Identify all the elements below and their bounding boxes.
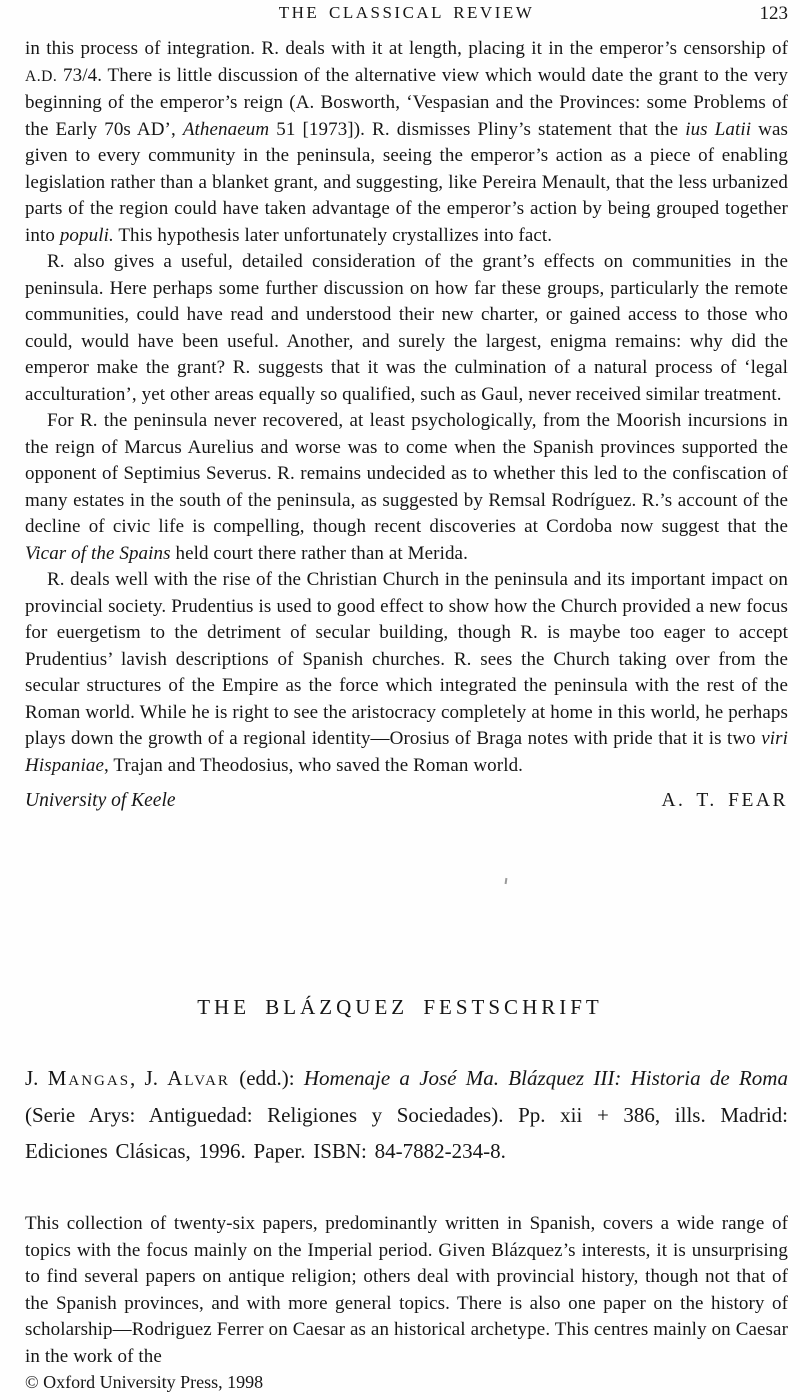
italic-text-run: Homenaje a José Ma. Blázquez III: Historia de Roma [303,1066,788,1090]
scan-artifact [505,878,507,884]
smallcaps-text-run: Mangas [47,1066,131,1090]
text-run: R. deals well with the rise of the Christian Church in the peninsula and its important impact on provincial society. Prudentius is used to good effect to show how the Church provided a new focus for euergetism to the detriment of secular building, though R. is maybe too eager to accept Prudentius’ lavish descriptions of Spanish churches. R. sees the Church taking over from the secular structures of the Empire as the force which integrated the peninsula with the rest of the Roman world. While he is right to see the aristocracy completely at home in this world, he perhaps plays down the growth of a regional identity—Orosius of Braga notes with pride that it is two [25,569,788,749]
smallcaps-text-run: A.D. [25,67,58,85]
text-run: J. [25,1066,48,1090]
italic-text-run: populi. [59,224,114,246]
text-run: held court there rather than at Merida. [170,542,468,564]
journal-title: THE CLASSICAL REVIEW [278,3,535,22]
page-number: 123 [759,3,788,24]
copyright-notice: © Oxford University Press, 1998 [25,1372,264,1392]
text-run: For R. the peninsula never recovered, at least psychologically, from the Moorish incursions in the reign of Marcus Aurelius and worse was to come when the Spanish provinces supported the opponent of Septimius Severus. R. remains undecided as to whether this led to the confiscation of many estates in the south of the peninsula, as suggested by Remsal Rodríguez. R.’s account of the decline of civic life is compelling, though recent discoveries at Cordoba now suggest that the [25,410,788,537]
signature-row [25,790,788,812]
text-run: , J. [130,1066,168,1090]
italic-text-run: Athenaeum [182,118,270,140]
review-paragraph [25,249,788,408]
review-paragraph [25,567,788,779]
text-run: was given to every community in the peninsula, seeing the emperor’s action as a piece of enabling legislation rather than a blanket grant, and suggesting, like Pereira Menault, that the less urbanized parts of the region could have taken advantage of the emperor’s action by being grouped together into [25,118,789,246]
smallcaps-text-run: Alvar [167,1066,230,1090]
review-paragraph [25,408,788,567]
text-run: This hypothesis later unfortunately crystallizes into fact. [113,224,553,246]
text-run: in this process of integration. R. deals with it at length, placing it in the emperor’s censorship of [25,38,788,59]
text-run: This collection of twenty-six papers, predominantly written in Spanish, covers a wide range of topics with the focus mainly on the Imperial period. Given Blázquez’s interests, it is unsurprising to find several papers on antique religion; others deal with provincial history, though not that of the Spanish provinces, and with more general topics. There is also one paper on the history of scholarship—Rodriguez Ferrer on Caesar as an historical archetype. This centres mainly on Caesar in the work of the [25,1213,788,1367]
italic-text-run: viri Hispaniae [25,728,788,776]
reviewer-name: A. T. FEAR [661,790,788,811]
review-fear-body [25,36,788,812]
review-paragraph [25,1211,788,1370]
text-run: R. also gives a useful, detailed consideration of the grant’s effects on communities in the peninsula. Here perhaps some further discussion on how far these groups, particularly the remote communities, could have read and understood their new charter, or gained access to those who could, would have been useful. Another, and surely the largest, enigma remains: why did the emperor make the grant? R. suggests that it was the culmination of a natural process of ‘legal acculturation’, yet other areas equally so qualified, such as Gaul, never received similar treatment. [25,251,788,405]
section-heading: THE BLÁZQUEZ FESTSCHRIFT [197,995,603,1019]
text-run: (edd.): [229,1066,304,1090]
italic-text-run: ius Latii [685,118,752,140]
text-run: , Trajan and Theodosius, who saved the Roman world. [104,754,524,776]
review-paragraph [25,36,788,249]
italic-text-run: Vicar of the Spains [25,542,171,564]
running-head [25,3,788,27]
text-run: (Serie Arys: Antiguedad: Religiones y Sociedades). Pp. xii + 386, ills. Madrid: Ediciones Clásicas, 1996. Paper. ISBN: 84-7882-234-8. [25,1102,788,1163]
text-run: 73/4. There is little discussion of the alternative view which would date the grant to the very beginning of the emperor’s reign (A. Bosworth, ‘Vespasian and the Provinces: some Problems of the Early 70s AD’, [25,64,788,140]
text-run: 51 [1973]). R. dismisses Pliny’s statement that the [269,118,686,140]
book-citation [25,1060,788,1170]
reviewer-affiliation: University of Keele [25,790,176,811]
